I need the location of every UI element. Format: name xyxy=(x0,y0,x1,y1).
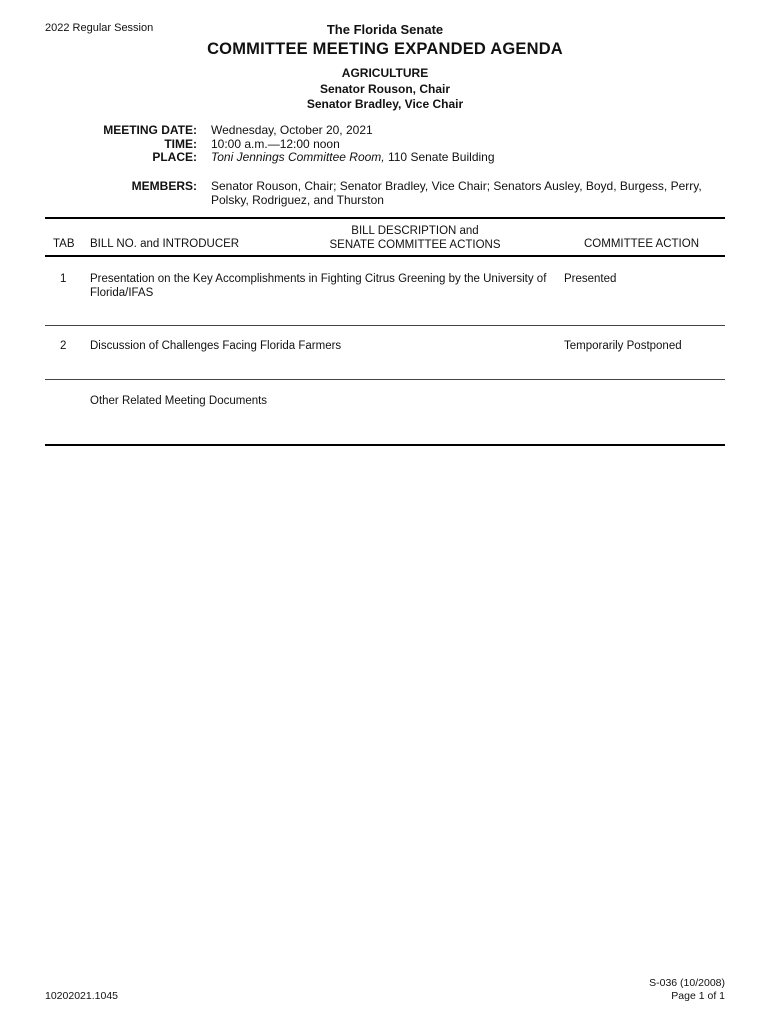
meeting-date: Wednesday, October 20, 2021 xyxy=(211,123,373,137)
members-block xyxy=(45,179,731,207)
other-documents: Other Related Meeting Documents xyxy=(90,395,268,407)
committee-name: AGRICULTURE xyxy=(341,66,429,80)
meeting-time: 10:00 a.m.—12:00 noon xyxy=(211,136,340,151)
members-list: Senator Rouson, Chair; Senator Bradley, Vice Chair; Senators Ausley, Boyd, Burgess, Perry, Polsky, Rodriguez, and Thurston xyxy=(211,179,702,207)
meeting-place-building: 110 Senate Building xyxy=(384,150,495,164)
row-1-tab: 1 xyxy=(60,273,67,285)
footer-doc-id: 10202021.1045 xyxy=(45,990,118,1002)
agenda-title: COMMITTEE MEETING EXPANDED AGENDA xyxy=(207,40,563,58)
row-2-tab: 2 xyxy=(60,340,67,352)
session-label: 2022 Regular Session xyxy=(45,22,154,34)
committee-vice-chair: Senator Bradley, Vice Chair xyxy=(306,97,464,111)
header-description xyxy=(300,225,530,252)
members-label: MEMBERS: xyxy=(131,179,197,193)
meeting-place-room: Toni Jennings Committee Room, xyxy=(211,150,385,164)
meeting-info xyxy=(45,124,731,165)
table-header-rule xyxy=(45,255,725,257)
header-description-line1: BILL DESCRIPTION and xyxy=(351,225,479,237)
footer-right xyxy=(649,977,725,1003)
committee-chair: Senator Rouson, Chair xyxy=(319,81,450,96)
footer-page: Page 1 of 1 xyxy=(671,990,725,1002)
header-tab: TAB xyxy=(53,238,75,250)
header-description-line2: SENATE COMMITTEE ACTIONS xyxy=(329,238,501,251)
row-1-action: Presented xyxy=(564,273,617,285)
row-2-action: Temporarily Postponed xyxy=(564,340,682,352)
meeting-place xyxy=(211,151,731,165)
meeting-date-label: MEETING DATE: xyxy=(103,123,197,137)
meeting-time-label: TIME: xyxy=(164,136,197,151)
header-action: COMMITTEE ACTION xyxy=(584,238,699,250)
footer-form: S-036 (10/2008) xyxy=(649,977,725,989)
row-2-rule xyxy=(45,379,725,380)
meeting-place-label: PLACE: xyxy=(152,150,197,164)
row-1-rule xyxy=(45,325,725,326)
senate-title: The Florida Senate xyxy=(326,22,444,37)
header-bill: BILL NO. and INTRODUCER xyxy=(90,238,240,250)
row-2-description: Discussion of Challenges Facing Florida Farmers xyxy=(90,340,342,352)
committee-block xyxy=(0,66,770,113)
row-1-description: Presentation on the Key Accomplishments in Fighting Citrus Greening by the University of Florida/IFAS xyxy=(90,273,547,299)
table-bottom-rule xyxy=(45,444,725,446)
table-top-rule xyxy=(45,217,725,219)
